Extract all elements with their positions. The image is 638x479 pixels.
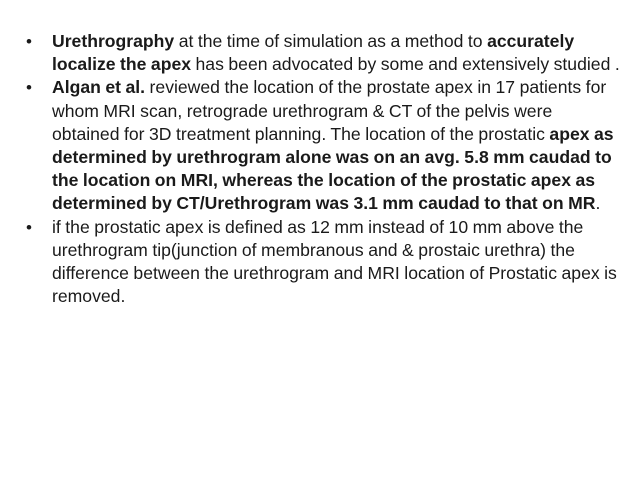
bullet-list bbox=[26, 30, 622, 308]
bullet-2-segment-3: apex as determined by urethrogram alone was on an avg. 5.8 mm caudad to the location on MRI, whereas the location of the prostatic apex as determined by CT/Urethrogram was 3.1 mm caudad to that on MR bbox=[52, 123, 614, 214]
bullet-2-segment-2: reviewed the location of the prostate apex in 17 patients for whom MRI scan, retrograde urethrogram & CT of the pelvis were obtained for 3D treatment planning. The location of the prostatic bbox=[52, 77, 607, 144]
bullet-marker: • bbox=[26, 32, 32, 51]
bullet-algan-study bbox=[26, 76, 622, 215]
bullet-apex-definition bbox=[26, 216, 622, 309]
bullet-1-segment-2: at the time of simulation as a method to bbox=[174, 31, 488, 51]
bullet-marker: • bbox=[26, 217, 32, 237]
bullet-3-segment-1: if the prostatic apex is defined as 12 mm instead of 10 mm above the urethrogram tip(junction of membranous and & prostaic urethra) the difference between the urethrogram and MRI location of Prostatic apex is removed. bbox=[52, 216, 617, 307]
bullet-1-segment-4: has been advocated by some and extensively studied . bbox=[191, 54, 620, 75]
bullet-marker: • bbox=[26, 78, 32, 98]
bullet-2-segment-1: Algan et al. bbox=[52, 77, 146, 98]
bullet-1-segment-3: accurately localize the apex bbox=[52, 31, 575, 75]
bullet-urethrography bbox=[26, 30, 622, 76]
bullet-2-segment-4: . bbox=[595, 193, 601, 214]
bullet-1-segment-1: Urethrography bbox=[52, 31, 175, 51]
